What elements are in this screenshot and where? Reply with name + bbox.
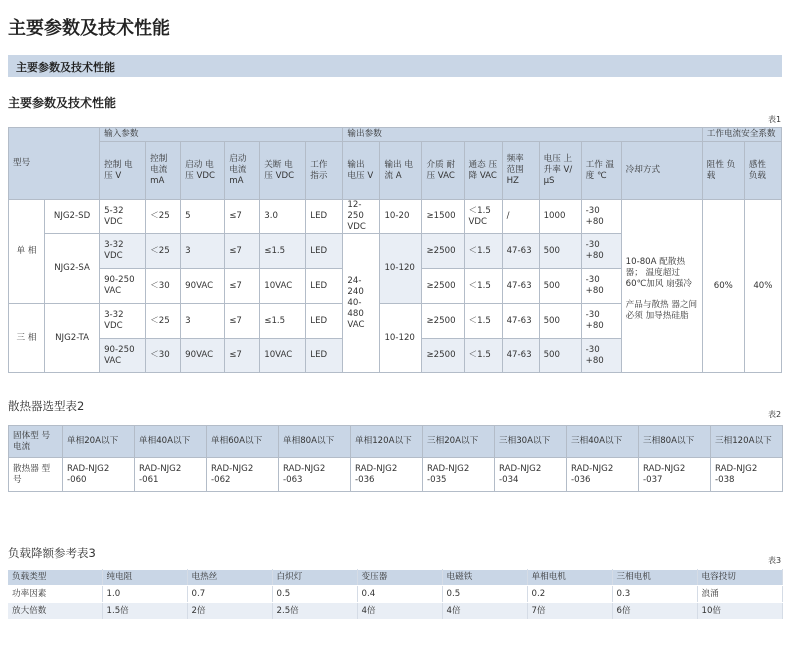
cell: 500 — [539, 269, 581, 304]
cell: ≥1500 — [422, 200, 464, 234]
cell: ≤1.5 — [260, 234, 306, 269]
col-cooling: 冷却方式 — [621, 142, 702, 200]
cell: 90-250 VAC — [100, 339, 146, 373]
cell: ＜25 — [146, 304, 181, 339]
model-sa: NJG2-SA — [45, 234, 100, 304]
cell: 3 — [181, 234, 225, 269]
cell: ＜25 — [146, 200, 181, 234]
table3-cell: 0.5 — [442, 586, 527, 603]
col-dielectric: 介质 耐压 VAC — [422, 142, 464, 200]
table3-cell: 0.7 — [187, 586, 272, 603]
table3-row-power-factor — [8, 586, 782, 603]
section-title: 主要参数及技术性能 — [8, 96, 117, 110]
cell: ≥2500 — [422, 304, 464, 339]
cell: 90-250 VAC — [100, 269, 146, 304]
col-temp: 工作 温度 ℃ — [581, 142, 621, 200]
table3-cell: 1.5倍 — [102, 603, 187, 620]
table3-cell: 4倍 — [357, 603, 442, 620]
table2-label: 表2 — [768, 410, 782, 419]
table3-cell: 6倍 — [612, 603, 697, 620]
three-phase-label: 三 相 — [9, 304, 45, 373]
col-dvdt: 电压 上升率 V/μS — [539, 142, 581, 200]
cell: ≤7 — [225, 339, 260, 373]
col-start-voltage: 启动 电压 VDC — [181, 142, 225, 200]
cell: -30 +80 — [581, 234, 621, 269]
table2-cell: RAD-NJG2 -038 — [711, 458, 783, 492]
cell: ≤7 — [225, 269, 260, 304]
model-header: 型号 — [9, 128, 100, 200]
cell: 24-240 40-480 VAC — [343, 234, 380, 373]
table3-header: 纯电阻 — [102, 570, 187, 586]
table3-cell: 放大倍数 — [8, 603, 102, 620]
cell: ≥2500 — [422, 234, 464, 269]
safety-resistive: 60% — [702, 200, 744, 373]
table2-header-row — [9, 426, 783, 458]
derating-table — [8, 569, 783, 620]
table3-header-row — [8, 570, 782, 586]
cell: 3-32 VDC — [100, 234, 146, 269]
cell: ≥2500 — [422, 339, 464, 373]
col-resistive: 阻性 负载 — [702, 142, 744, 200]
cell: LED — [306, 304, 343, 339]
cell: -30 +80 — [581, 339, 621, 373]
table2-header: 单相40A以下 — [135, 426, 207, 458]
table3-header: 变压器 — [357, 570, 442, 586]
safety-factor-header: 工作电流安全系数 — [702, 128, 781, 142]
cell: ≤7 — [225, 304, 260, 339]
input-params-header: 输入参数 — [100, 128, 343, 142]
table2-cell: RAD-NJG2 -060 — [63, 458, 135, 492]
cell: ≤7 — [225, 200, 260, 234]
cell: ＜1.5 VDC — [464, 200, 502, 234]
table3-header: 白炽灯 — [272, 570, 357, 586]
cell: 5 — [181, 200, 225, 234]
cell: ＜30 — [146, 269, 181, 304]
table3-cell: 4倍 — [442, 603, 527, 620]
spec-table — [8, 127, 782, 373]
table2-header: 单相60A以下 — [207, 426, 279, 458]
table3-title: 负载降额参考表3 — [8, 546, 96, 560]
table2-cell: RAD-NJG2 -034 — [495, 458, 567, 492]
table2-header: 三相30A以下 — [495, 426, 567, 458]
cell: 10VAC — [260, 339, 306, 373]
col-inductive: 感性 负载 — [744, 142, 781, 200]
table2-header-first: 固体型 号电流 — [9, 426, 63, 458]
table2-title: 散热器选型表2 — [8, 399, 85, 413]
cell: 47-63 — [502, 234, 539, 269]
cell: 90VAC — [181, 339, 225, 373]
cell: 10-120 — [380, 234, 422, 304]
table3-cell: 0.3 — [612, 586, 697, 603]
table2-cell: RAD-NJG2 -035 — [423, 458, 495, 492]
cell: LED — [306, 234, 343, 269]
table1-label: 表1 — [768, 115, 782, 124]
cell: -30 +80 — [581, 269, 621, 304]
cell: 500 — [539, 304, 581, 339]
cell: -30 +80 — [581, 304, 621, 339]
table3-cell: 0.2 — [527, 586, 612, 603]
cell: LED — [306, 339, 343, 373]
table2-cell: RAD-NJG2 -062 — [207, 458, 279, 492]
table2-header: 三相80A以下 — [639, 426, 711, 458]
cell: 1000 — [539, 200, 581, 234]
output-params-header: 输出参数 — [343, 128, 702, 142]
cell: ≤7 — [225, 234, 260, 269]
col-control-current: 控制 电流 mA — [146, 142, 181, 200]
table3-cell: 2.5倍 — [272, 603, 357, 620]
cell: 47-63 — [502, 339, 539, 373]
col-start-current: 启动 电流 mA — [225, 142, 260, 200]
cell: 5-32 VDC — [100, 200, 146, 234]
table2-cell: RAD-NJG2 -061 — [135, 458, 207, 492]
cooling-text: 10-80A 配散热器； 温度超过 60℃加风 扇强冷 — [625, 256, 692, 289]
cell: ＜30 — [146, 339, 181, 373]
table2-row — [9, 458, 783, 492]
cell: ＜1.5 — [464, 339, 502, 373]
cell: 3.0 — [260, 200, 306, 234]
cell: 47-63 — [502, 269, 539, 304]
table2-header: 单相120A以下 — [351, 426, 423, 458]
table3-label: 表3 — [768, 556, 782, 565]
table2-header: 单相20A以下 — [63, 426, 135, 458]
section-bar-label: 主要参数及技术性能 — [16, 61, 115, 74]
safety-inductive: 40% — [744, 200, 781, 373]
table3-cell: 1.0 — [102, 586, 187, 603]
col-output-current: 输出 电流 A — [380, 142, 422, 200]
table3-cell: 功率因素 — [8, 586, 102, 603]
cell: ＜1.5 — [464, 304, 502, 339]
table2-header: 三相40A以下 — [567, 426, 639, 458]
table3-header: 电容投切 — [697, 570, 782, 586]
table3-cell: 10倍 — [697, 603, 782, 620]
cell: ＜1.5 — [464, 234, 502, 269]
table3-cell: 浪涌 — [697, 586, 782, 603]
cell: ≥2500 — [422, 269, 464, 304]
col-freq: 频率 范围 HZ — [502, 142, 539, 200]
cooling-note: 产品与散热 器之间必须 加导热硅脂 — [625, 299, 698, 321]
cell: LED — [306, 200, 343, 234]
table3-cell: 0.5 — [272, 586, 357, 603]
col-on-drop: 通态 压降 VAC — [464, 142, 502, 200]
page-title: 主要参数及技术性能 — [8, 18, 170, 39]
cell: 500 — [539, 234, 581, 269]
cell: 90VAC — [181, 269, 225, 304]
cell: 10-20 — [380, 200, 422, 234]
cell: ＜25 — [146, 234, 181, 269]
cell: ＜1.5 — [464, 269, 502, 304]
table2-row-first: 散热器 型号 — [9, 458, 63, 492]
table3-header: 三相电机 — [612, 570, 697, 586]
cell: / — [502, 200, 539, 234]
table3-cell: 2倍 — [187, 603, 272, 620]
cell: 3-32 VDC — [100, 304, 146, 339]
section-bar — [8, 55, 782, 77]
cell: 3 — [181, 304, 225, 339]
table2-header: 三相120A以下 — [711, 426, 783, 458]
table2-cell: RAD-NJG2 -036 — [567, 458, 639, 492]
model-sd: NJG2-SD — [45, 200, 100, 234]
table3-cell: 0.4 — [357, 586, 442, 603]
cell: 500 — [539, 339, 581, 373]
cell: 12-250 VDC — [343, 200, 380, 234]
col-indicator: 工作 指示 — [306, 142, 343, 200]
table3-cell: 7倍 — [527, 603, 612, 620]
table3-header: 负载类型 — [8, 570, 102, 586]
table3-header: 电磁铁 — [442, 570, 527, 586]
col-output-voltage: 输出 电压 V — [343, 142, 380, 200]
table2-cell: RAD-NJG2 -063 — [279, 458, 351, 492]
col-control-voltage: 控制 电压 V — [100, 142, 146, 200]
table2-cell: RAD-NJG2 -036 — [351, 458, 423, 492]
single-phase-label: 单 相 — [9, 200, 45, 304]
col-off-voltage: 关断 电压 VDC — [260, 142, 306, 200]
cell: 10-120 — [380, 304, 422, 373]
table2-header: 单相80A以下 — [279, 426, 351, 458]
heatsink-table — [8, 425, 783, 492]
table2-header: 三相20A以下 — [423, 426, 495, 458]
cell: 47-63 — [502, 304, 539, 339]
table2-cell: RAD-NJG2 -037 — [639, 458, 711, 492]
table3-header: 单相电机 — [527, 570, 612, 586]
cell: -30 +80 — [581, 200, 621, 234]
cooling-cell — [621, 200, 702, 373]
model-ta: NJG2-TA — [45, 304, 100, 373]
table3-row-multiplier — [8, 603, 782, 620]
cell: LED — [306, 269, 343, 304]
cell: ≤1.5 — [260, 304, 306, 339]
table3-header: 电热丝 — [187, 570, 272, 586]
cell: 10VAC — [260, 269, 306, 304]
